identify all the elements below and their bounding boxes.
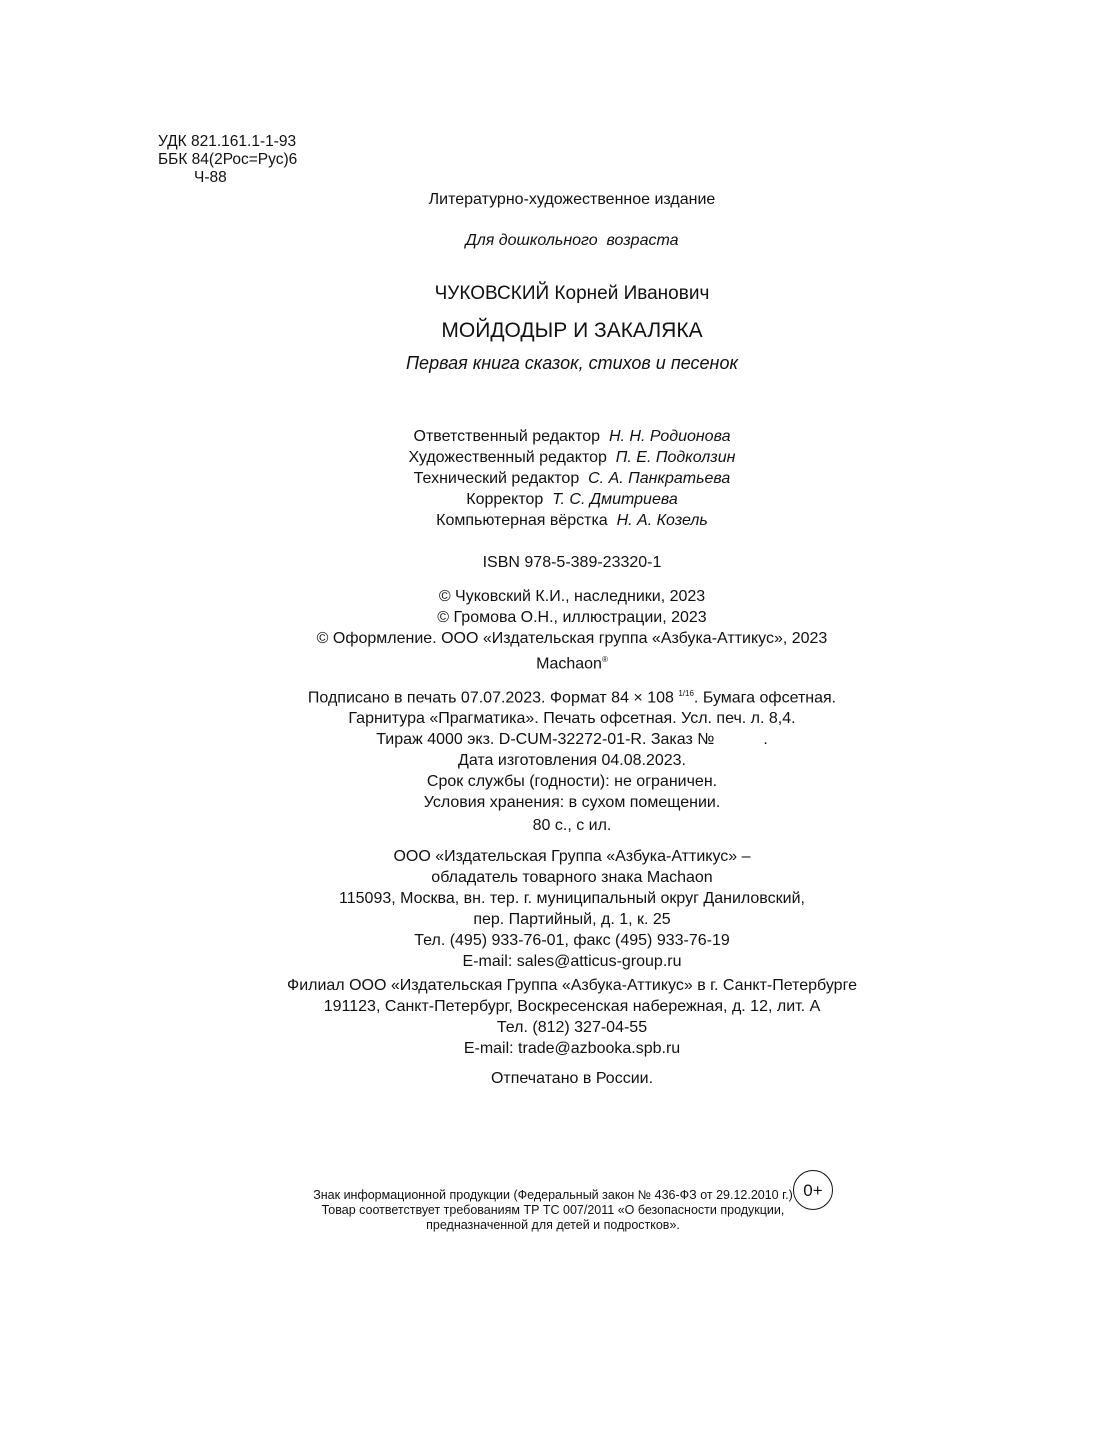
age-rating-badge: 0+ — [793, 1170, 833, 1210]
credit-line — [0, 489, 1100, 510]
credit-name: Т. С. Дмитриева — [552, 491, 678, 508]
copyright-line: © Громова О.Н., иллюстрации, 2023 — [437, 609, 707, 626]
bbk-code: ББК 84(2Рос=Рус)6 — [158, 151, 298, 168]
age-group: Для дошкольного возраста — [465, 232, 679, 249]
credit-role: Компьютерная вёрстка — [436, 512, 608, 529]
credits-list — [0, 426, 1100, 531]
print-date-format: Подписано в печать 07.07.2023. Формат 84 × 108 — [307, 689, 679, 707]
credit-role: Технический редактор — [413, 470, 580, 487]
format-fraction: 1/16 — [678, 689, 694, 698]
branch-block — [0, 975, 1100, 1059]
footer-line: предназначенной для детей и подростков». — [426, 1218, 680, 1232]
credit-line — [0, 468, 1100, 489]
publisher-line: Тел. (495) 933-76-01, факс (495) 933-76-19 — [414, 932, 730, 949]
footer-line: Знак информационной продукции (Федеральный закон № 436-ФЗ от 29.12.2010 г.) — [313, 1188, 793, 1202]
classification-block — [158, 133, 297, 187]
branch-line: 191123, Санкт-Петербург, Воскресенская набережная, д. 12, лит. А — [323, 998, 821, 1015]
book-subtitle: Первая книга сказок, стихов и песенок — [406, 353, 738, 373]
credit-line — [0, 447, 1100, 468]
credit-name: П. Е. Подколзин — [615, 449, 736, 466]
copyright-line: © Чуковский К.И., наследники, 2023 — [438, 588, 706, 605]
printed-in: Отпечатано в России. — [490, 1070, 654, 1087]
imprint-brand — [0, 649, 1100, 674]
paper-type: . Бумага офсетная. — [693, 689, 837, 707]
credit-name: Н. А. Козель — [616, 512, 708, 529]
publisher-block — [0, 846, 1100, 972]
copyright-block — [0, 586, 1100, 674]
print-format-line — [0, 683, 1100, 708]
udk-code: УДК 821.161.1-1-93 — [158, 133, 297, 150]
publisher-email: E-mail: sales@atticus-group.ru — [462, 953, 682, 970]
credit-line — [0, 510, 1100, 531]
publisher-line: пер. Партийный, д. 1, к. 25 — [473, 911, 671, 928]
edition-type: Литературно-художественное издание — [428, 191, 716, 208]
registered-mark: ® — [601, 655, 608, 664]
credit-role: Ответственный редактор — [413, 428, 601, 445]
copyright-line: © Оформление. ООО «Издательская группа «Азбука-Аттикус», 2023 — [316, 630, 828, 647]
footer-notice — [0, 1188, 1100, 1233]
service-life: Срок службы (годности): не ограничен. — [426, 773, 718, 791]
credit-role: Художественный редактор — [408, 449, 607, 466]
publisher-line: 115093, Москва, вн. тер. г. муниципальный округ Даниловский, — [339, 890, 805, 907]
publisher-line: обладатель товарного знака Machaon — [431, 869, 713, 886]
branch-line: Тел. (812) 327-04-55 — [496, 1019, 648, 1036]
book-title: МОЙДОДЫР И ЗАКАЛЯКА — [441, 319, 703, 342]
author-mark: Ч-88 — [194, 169, 227, 186]
credit-role: Корректор — [466, 491, 544, 508]
typeface-line: Гарнитура «Прагматика». Печать офсетная. Усл. печ. л. 8,4. — [348, 710, 796, 728]
branch-email: E-mail: trade@azbooka.spb.ru — [463, 1040, 681, 1057]
footer-line: Товар соответствует требованиям ТР ТС 007/2011 «О безопасности продукции, — [321, 1203, 785, 1217]
branch-line: Филиал ООО «Издательская Группа «Азбука-Аттикус» в г. Санкт-Петербурге — [287, 977, 857, 994]
manufacture-date: Дата изготовления 04.08.2023. — [458, 752, 686, 770]
page-count: 80 с., с ил. — [532, 817, 612, 834]
credit-name: С. А. Панкратьева — [588, 470, 731, 487]
imprint-name: Machaon — [536, 655, 602, 673]
storage-conditions: Условия хранения: в сухом помещении. — [423, 794, 721, 812]
circulation-line: Тираж 4000 экз. D-CUM-32272-01-R. Заказ № . — [376, 731, 768, 749]
isbn: ISBN 978-5-389-23320-1 — [482, 554, 662, 571]
credit-name: Н. Н. Родионова — [608, 428, 731, 445]
print-info-block — [0, 683, 1100, 813]
author: ЧУКОВСКИЙ Корней Иванович — [434, 283, 710, 304]
credit-line — [0, 426, 1100, 447]
publisher-line: ООО «Издательская Группа «Азбука-Аттикус» – — [393, 848, 751, 865]
